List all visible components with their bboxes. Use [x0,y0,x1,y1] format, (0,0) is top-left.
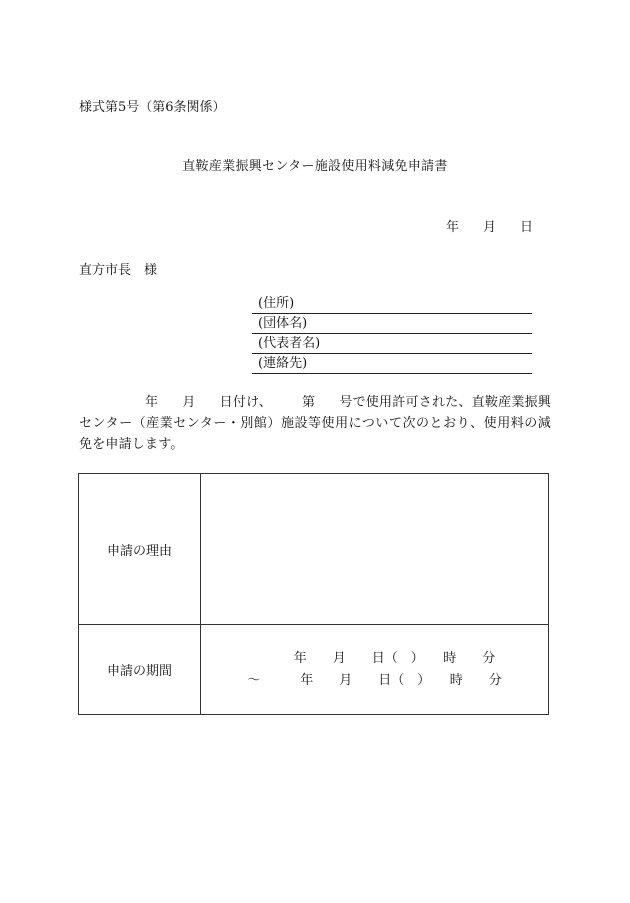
period-input[interactable] [201,625,549,715]
date-line [446,216,533,235]
date-month: 月 [483,220,497,235]
form-number: 様式第5号（第6条関係） [79,100,226,115]
document-title: 直鞍産業振興センター施設使用料減免申請書 [182,159,448,174]
applicant-representative-field[interactable]: (代表者名) [252,336,532,354]
application-statement [79,392,551,455]
body-month: 月 [182,395,196,410]
body-day-suffix: 日付け、 [219,395,273,410]
addressee: 直方市長 様 [79,263,158,278]
period-from: 年 月 日（ ） 時 分 [293,650,496,666]
body-year: 年 [145,395,159,410]
date-year: 年 [446,220,460,235]
applicant-address-field[interactable]: (住所) [252,296,532,314]
body-text: 号で使用許可された、直鞍産業振興センター（産業センター・別館）施設等使用について次のとおり、使用料の減免を申請します。 [79,395,552,452]
applicant-contact-field[interactable]: (連絡先) [252,356,532,374]
date-day: 日 [520,220,534,235]
reason-row [79,474,549,625]
applicant-organization-field[interactable]: (団体名) [252,316,532,334]
period-label: 申請の期間 [79,625,201,715]
period-to: 年 月 日（ ） 時 分 [300,672,502,688]
period-row [79,625,549,715]
body-number-prefix: 第 [302,395,316,410]
period-tilde: ～ [247,672,261,688]
reason-label: 申請の理由 [79,474,201,625]
application-detail-table [78,473,549,715]
period-to-line [201,670,548,692]
reason-input[interactable] [201,474,549,625]
